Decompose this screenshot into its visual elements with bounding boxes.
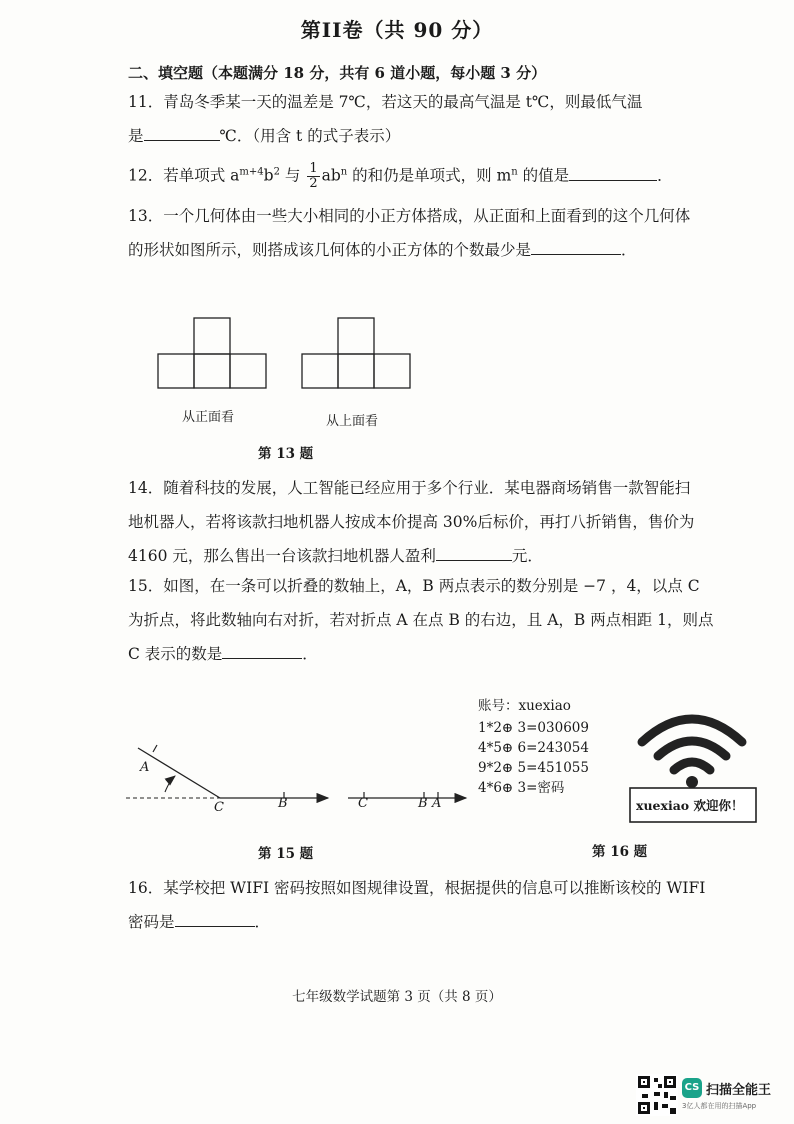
label-C2: C [358,796,368,811]
section-title: 二、填空题（本题满分 18 分，共有 6 道小题，每小题 3 分） [128,64,547,82]
q12-mid2: 与 [279,166,306,185]
q14-pre: 4160 元，那么售出一台该款扫地机器人盈利 [128,547,436,565]
front-view [158,318,266,388]
q13-answer-blank[interactable] [531,240,621,255]
q11-line1: 11．青岛冬季某一天的温差是 7℃，若这天的最高气温是 t℃，则最低气温 [128,93,643,111]
fold-arrow [165,776,175,792]
q12-exp1: m+4 [239,166,264,178]
q14-line2: 地机器人，若将该款扫地机器人按成本价提高 30%后标价，再打八折销售，售价为 [128,513,695,531]
label-B2: B [418,796,428,811]
wifi-rule-4: 4*6⊕ 3=密码 [478,780,565,796]
page-footer: 七年级数学试题第 3 页（共 8 页） [292,989,502,1005]
top-view-label: 从上面看 [326,414,379,429]
welcome-sign-text: xuexiao 欢迎你！ [636,798,744,813]
wifi-icon [642,719,742,770]
q15-line2: 为折点，将此数轴向右对折，若对折点 A 在点 B 的右边，且 A，B 两点相距 1，则点 [128,611,714,629]
wifi-account: 账号：xuexiao [478,698,571,714]
q12-exp2: 2 [273,166,280,178]
camscanner-name: 扫描全能王 [706,1083,772,1098]
q12-mid4: 的和仍是单项式，则 m [347,166,512,185]
q12-exp3: n [340,166,348,178]
q15-line1: 15．如图，在一条可以折叠的数轴上，A，B 两点表示的数分别是 −7 ，4，以点 C [128,577,700,595]
q12-line: 12．若单项式 $a^{m+4}b^2$ 与 $\frac{1}{2}$ $ab^n$ 的和仍是单项式，则 $m^n$ 的值是 ． [128,161,673,191]
q11-line2 [128,126,400,146]
q12-exp4: n [511,166,518,178]
front-view-label: 从正面看 [182,410,235,425]
q12-frac-num: 1 [309,161,318,176]
q12-mid1: b [263,166,274,185]
qr-code-icon [636,1074,678,1116]
q16-line1: 16．某学校把 WIFI 密码按照如图规律设置，根据提供的信息可以推断该校的 WIFI [128,879,706,897]
q16-pre: 密码是 [128,913,175,931]
wifi-rule-2: 4*5⊕ 6=243054 [478,740,589,756]
q15-caption: 第 15 题 [258,846,314,862]
q11-post: ℃．（用含 t 的式子表示） [219,127,401,145]
q12-frac-den: 2 [309,176,318,191]
q13-text: 的形状如图所示，则搭成该几何体的小正方体的个数最少是 [128,241,532,259]
q13-views-figure [150,310,430,400]
q16-line2 [128,912,270,932]
wifi-dot [686,776,698,788]
label-A-folded: A [140,760,150,775]
camscanner-logo: CS [682,1078,702,1098]
q13-line2: 的形状如图所示，则搭成该几何体的小正方体的个数最少是 ． [128,241,637,259]
q11-answer-blank[interactable] [144,126,220,141]
q13-line1: 13．一个几何体由一些大小相同的小正方体搭成，从正面和上面看到的这个几何体 [128,207,691,225]
label-B: B [278,796,288,811]
q13-caption: 第 13 题 [258,446,314,462]
q12-pre: 12．若单项式 a [128,166,240,185]
tick-A-folded [153,745,157,752]
q16-post: ． [254,913,271,931]
q12-fraction [307,162,319,191]
q15-pre: C 表示的数是 [128,645,223,663]
page-title: 第II卷（共 90 分） [300,18,494,42]
q14-answer-blank[interactable] [436,546,512,561]
q11-pre: 是 [128,127,144,145]
q16-caption: 第 16 题 [592,844,648,860]
q12-post: 的值是 [517,166,570,185]
q14-line3 [128,546,543,566]
q15-line3 [128,644,318,664]
wifi-rule-1: 1*2⊕ 3=030609 [478,720,589,736]
top-view [302,318,410,388]
q12-mid3: ab [321,166,341,185]
q14-post: 元． [511,547,543,565]
q14-line1: 14．随着科技的发展，人工智能已经应用于多个行业．某电器商场销售一款智能扫 [128,479,691,497]
camscanner-tagline: 3亿人都在用的扫描App [682,1102,757,1110]
q16-answer-blank[interactable] [175,912,255,927]
wifi-rule-3: 9*2⊕ 5=451055 [478,760,589,776]
q12-answer-blank[interactable] [569,166,657,181]
q15-answer-blank[interactable] [222,644,302,659]
label-A2: A [432,796,442,811]
label-C: C [214,800,224,815]
folded-axis-segment [138,748,220,798]
q15-post: ． [302,645,318,663]
